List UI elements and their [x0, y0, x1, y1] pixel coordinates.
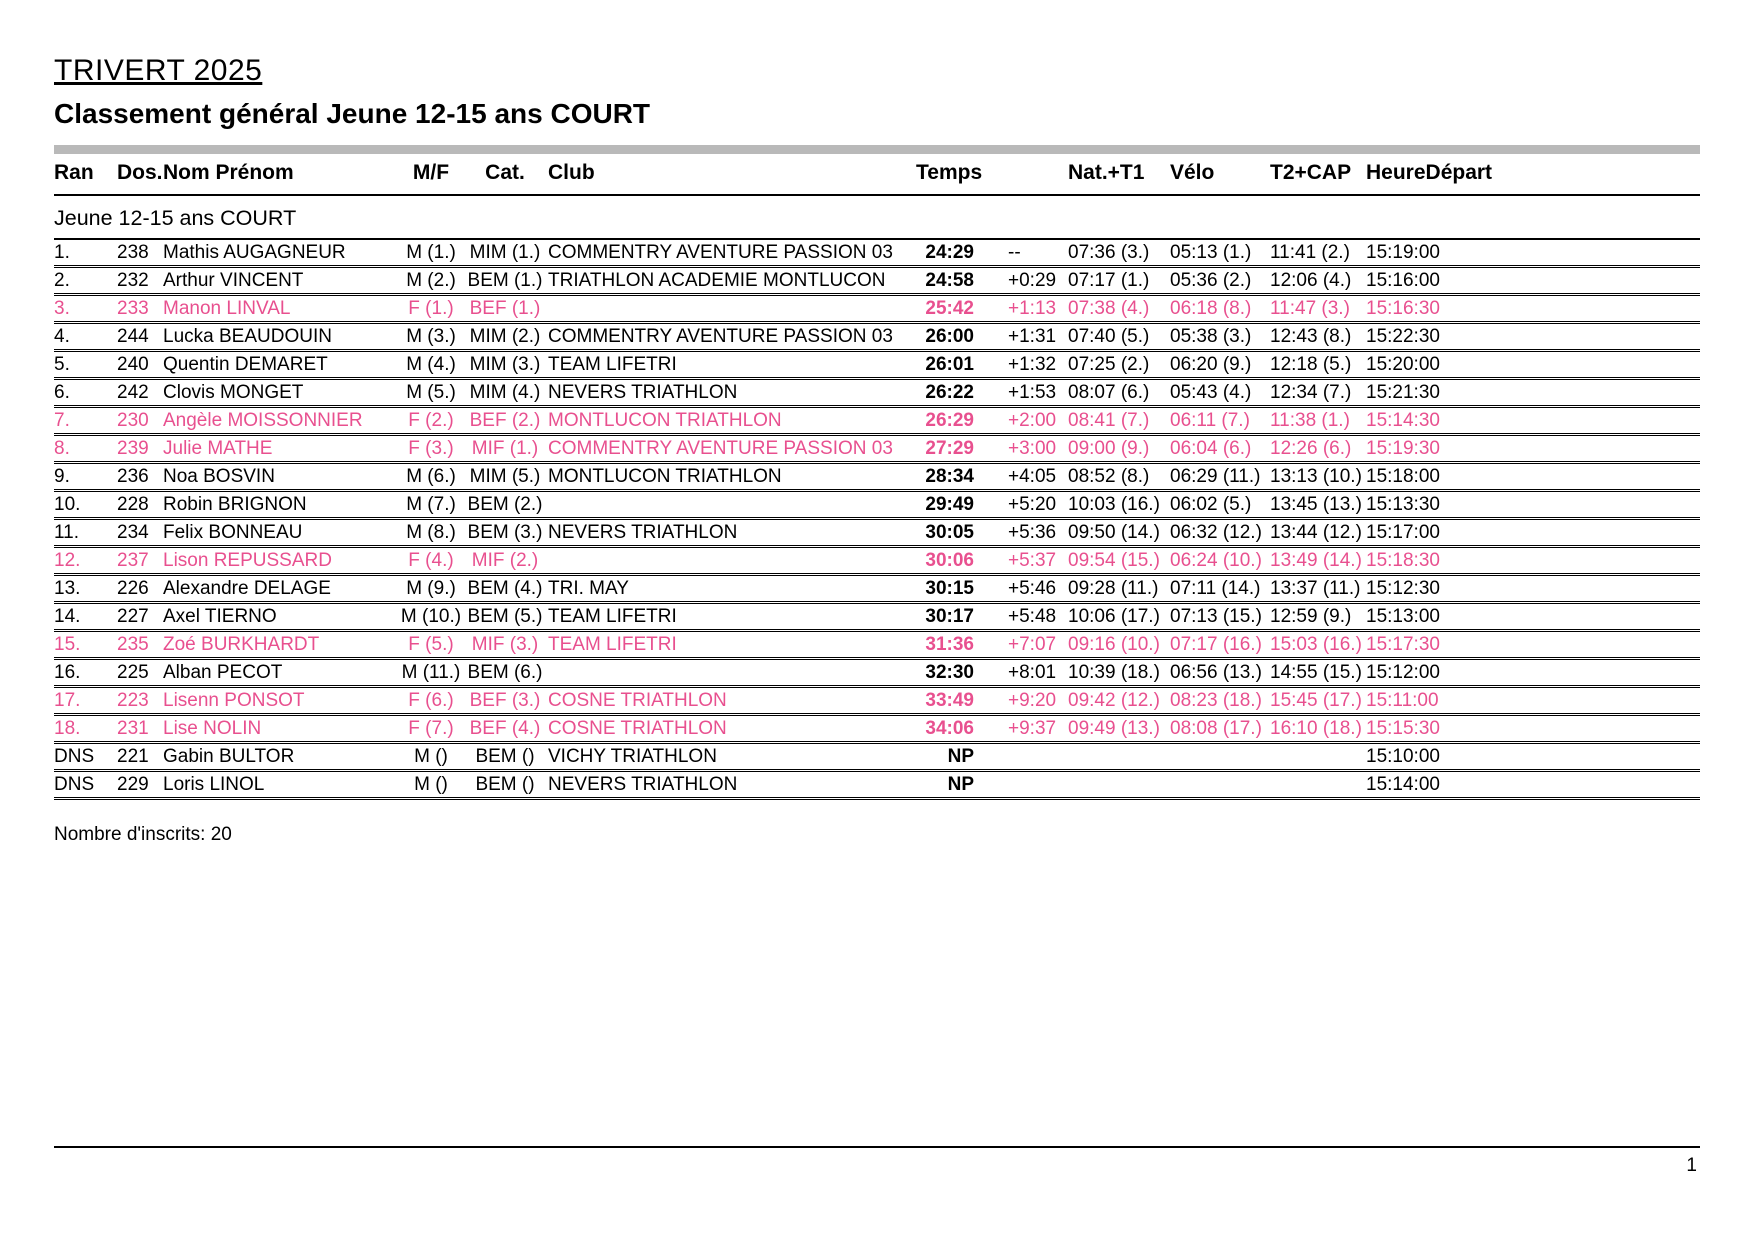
cell-bib: 231 — [117, 718, 149, 739]
cell-swim-t1: 07:25 (2.) — [1068, 354, 1150, 375]
header-category: Cat. — [485, 161, 525, 184]
cell-rank: 17. — [54, 690, 81, 711]
cell-gap: +0:29 — [1008, 270, 1057, 291]
cell-gender: M (11.) — [401, 662, 461, 683]
cell-time: 25:42 — [925, 298, 974, 319]
cell-name: Mathis AUGAGNEUR — [163, 242, 346, 263]
cell-swim-t1: 07:36 (3.) — [1068, 242, 1150, 263]
cell-t2-run: 11:38 (1.) — [1270, 410, 1350, 431]
cell-start-time: 15:13:00 — [1366, 606, 1440, 627]
cell-gap: +1:31 — [1008, 326, 1057, 347]
cell-gender: M () — [414, 746, 448, 767]
cell-start-time: 15:18:30 — [1366, 550, 1440, 571]
cell-swim-t1: 09:00 (9.) — [1068, 438, 1150, 459]
cell-swim-t1: 10:03 (16.) — [1068, 494, 1160, 515]
cell-bib: 244 — [117, 326, 149, 347]
cell-time: 29:49 — [925, 494, 974, 515]
header-bike: Vélo — [1170, 161, 1215, 184]
cell-gender: F (1.) — [408, 298, 454, 319]
cell-rank: 12. — [54, 550, 81, 571]
cell-bib: 228 — [117, 494, 149, 515]
header-bib: Dos. — [117, 161, 163, 184]
cell-time: 30:05 — [925, 522, 974, 543]
cell-club: TRI. MAY — [548, 578, 629, 599]
cell-gender: M (1.) — [406, 242, 456, 263]
cell-bib: 226 — [117, 578, 149, 599]
cell-time: 31:36 — [925, 634, 974, 655]
cell-start-time: 15:22:30 — [1366, 326, 1440, 347]
cell-gap: +1:53 — [1008, 382, 1057, 403]
cell-rank: 6. — [54, 382, 70, 403]
result-row — [54, 464, 1700, 492]
cell-bib: 221 — [117, 746, 149, 767]
cell-bike: 05:13 (1.) — [1170, 242, 1252, 263]
cell-club: NEVERS TRIATHLON — [548, 382, 738, 403]
cell-gap: +5:48 — [1008, 606, 1057, 627]
cell-club: COMMENTRY AVENTURE PASSION 03 — [548, 326, 893, 347]
result-row — [54, 744, 1700, 772]
result-row — [54, 352, 1700, 380]
cell-rank: 7. — [54, 410, 70, 431]
cell-bib: 240 — [117, 354, 149, 375]
result-row — [54, 772, 1700, 800]
cell-bib: 236 — [117, 466, 149, 487]
cell-gender: M (7.) — [406, 494, 456, 515]
page-content — [54, 0, 1700, 846]
cell-bike: 06:56 (13.) — [1170, 662, 1262, 683]
cell-gap: +7:07 — [1008, 634, 1057, 655]
cell-gender: M (8.) — [406, 522, 456, 543]
cell-category: BEM (2.) — [467, 494, 543, 515]
cell-start-time: 15:20:00 — [1366, 354, 1440, 375]
cell-bib: 235 — [117, 634, 149, 655]
cell-t2-run: 15:03 (16.) — [1270, 634, 1362, 655]
cell-club: NEVERS TRIATHLON — [548, 522, 738, 543]
cell-category: BEM () — [475, 774, 535, 795]
cell-category: BEM () — [475, 746, 535, 767]
cell-rank: 3. — [54, 298, 70, 319]
cell-gap: +1:32 — [1008, 354, 1057, 375]
cell-bike: 06:18 (8.) — [1170, 298, 1252, 319]
ranking-title: Classement général Jeune 12-15 ans COURT — [54, 98, 651, 129]
cell-start-time: 15:16:30 — [1366, 298, 1440, 319]
cell-t2-run: 13:45 (13.) — [1270, 494, 1362, 515]
cell-rank: 16. — [54, 662, 81, 683]
cell-swim-t1: 07:40 (5.) — [1068, 326, 1150, 347]
cell-rank: 4. — [54, 326, 70, 347]
cell-t2-run: 13:13 (10.) — [1270, 466, 1362, 487]
cell-t2-run: 16:10 (18.) — [1270, 718, 1362, 739]
cell-rank: 18. — [54, 718, 81, 739]
cell-name: Lucka BEAUDOUIN — [163, 326, 332, 347]
cell-gender: M (10.) — [400, 606, 462, 627]
cell-time: 32:30 — [925, 662, 974, 683]
cell-gap: +5:20 — [1008, 494, 1057, 515]
header-rank: Ran — [54, 161, 94, 184]
cell-swim-t1: 07:38 (4.) — [1068, 298, 1150, 319]
result-row — [54, 408, 1700, 436]
cell-bike: 06:04 (6.) — [1170, 438, 1252, 459]
footer-rule — [54, 1146, 1700, 1148]
cell-start-time: 15:18:00 — [1366, 466, 1440, 487]
cell-bike: 07:13 (15.) — [1170, 606, 1262, 627]
cell-bib: 229 — [117, 774, 149, 795]
cell-category: BEM (1.) — [467, 270, 543, 291]
cell-category: BEM (3.) — [467, 522, 543, 543]
cell-swim-t1: 07:17 (1.) — [1068, 270, 1150, 291]
cell-gap: +4:05 — [1008, 466, 1057, 487]
result-row — [54, 632, 1700, 660]
cell-start-time: 15:14:00 — [1366, 774, 1440, 795]
cell-gender: M (5.) — [406, 382, 456, 403]
cell-category: MIM (2.) — [469, 326, 541, 347]
cell-start-time: 15:16:00 — [1366, 270, 1440, 291]
cell-t2-run: 12:26 (6.) — [1270, 438, 1352, 459]
cell-category: MIM (5.) — [469, 466, 541, 487]
cell-start-time: 15:21:30 — [1366, 382, 1440, 403]
header-club: Club — [548, 161, 595, 184]
cell-bike: 06:20 (9.) — [1170, 354, 1252, 375]
cell-name: Alban PECOT — [163, 662, 283, 683]
result-row — [54, 604, 1700, 632]
result-row — [54, 324, 1700, 352]
cell-time: 30:15 — [925, 578, 974, 599]
cell-category: BEM (6.) — [467, 662, 543, 683]
cell-t2-run: 13:49 (14.) — [1270, 550, 1362, 571]
cell-gap: +1:13 — [1008, 298, 1057, 319]
cell-category: BEF (1.) — [469, 298, 541, 319]
cell-name: Manon LINVAL — [163, 298, 291, 319]
cell-category: BEM (4.) — [467, 578, 543, 599]
cell-t2-run: 13:37 (11.) — [1270, 578, 1361, 599]
cell-rank: 10. — [54, 494, 81, 515]
category-section-label: Jeune 12-15 ans COURT — [54, 196, 1700, 240]
cell-t2-run: 15:45 (17.) — [1270, 690, 1362, 711]
result-row — [54, 576, 1700, 604]
cell-gap: +5:46 — [1008, 578, 1057, 599]
cell-swim-t1: 08:07 (6.) — [1068, 382, 1150, 403]
header-t2-run: T2+CAP — [1270, 161, 1352, 184]
cell-category: MIF (1.) — [471, 438, 539, 459]
cell-start-time: 15:14:30 — [1366, 410, 1440, 431]
cell-bike: 06:32 (12.) — [1170, 522, 1262, 543]
cell-swim-t1: 09:49 (13.) — [1068, 718, 1160, 739]
cell-swim-t1: 09:16 (10.) — [1068, 634, 1160, 655]
cell-club: NEVERS TRIATHLON — [548, 774, 738, 795]
cell-swim-t1: 09:28 (11.) — [1068, 578, 1159, 599]
cell-start-time: 15:12:30 — [1366, 578, 1440, 599]
cell-name: Lison REPUSSARD — [163, 550, 332, 571]
cell-bike: 07:17 (16.) — [1170, 634, 1262, 655]
header-gender: M/F — [412, 161, 450, 184]
result-row — [54, 380, 1700, 408]
cell-category: BEF (3.) — [469, 690, 541, 711]
cell-name: Zoé BURKHARDT — [163, 634, 320, 655]
cell-gender: F (6.) — [408, 690, 454, 711]
cell-name: Angèle MOISSONNIER — [163, 410, 363, 431]
cell-gap: +9:37 — [1008, 718, 1057, 739]
cell-name: Lisenn PONSOT — [163, 690, 305, 711]
cell-category: BEF (2.) — [469, 410, 541, 431]
cell-gap: +5:37 — [1008, 550, 1057, 571]
cell-name: Lise NOLIN — [163, 718, 262, 739]
cell-bike: 08:08 (17.) — [1170, 718, 1262, 739]
result-row — [54, 240, 1700, 268]
cell-rank: 8. — [54, 438, 70, 459]
cell-gap: +9:20 — [1008, 690, 1057, 711]
cell-time: 26:01 — [925, 354, 974, 375]
cell-club: COSNE TRIATHLON — [548, 718, 727, 739]
cell-gender: M (6.) — [406, 466, 456, 487]
cell-rank: 13. — [54, 578, 81, 599]
cell-start-time: 15:19:00 — [1366, 242, 1440, 263]
cell-rank: 2. — [54, 270, 70, 291]
cell-bib: 234 — [117, 522, 149, 543]
cell-name: Felix BONNEAU — [163, 522, 303, 543]
cell-category: BEF (4.) — [469, 718, 541, 739]
cell-club: COMMENTRY AVENTURE PASSION 03 — [548, 438, 893, 459]
header-name: Nom Prénom — [163, 161, 294, 184]
cell-bike: 05:43 (4.) — [1170, 382, 1252, 403]
table-header-row — [54, 154, 1700, 196]
cell-category: MIF (2.) — [471, 550, 539, 571]
cell-t2-run: 12:34 (7.) — [1270, 382, 1352, 403]
result-row — [54, 688, 1700, 716]
cell-club: TEAM LIFETRI — [548, 354, 677, 375]
cell-swim-t1: 10:06 (17.) — [1068, 606, 1160, 627]
cell-t2-run: 11:41 (2.) — [1270, 242, 1350, 263]
cell-bib: 242 — [117, 382, 149, 403]
cell-rank: DNS — [54, 746, 95, 767]
cell-bib: 232 — [117, 270, 149, 291]
divider-bar — [54, 145, 1700, 154]
cell-swim-t1: 08:52 (8.) — [1068, 466, 1150, 487]
result-row — [54, 268, 1700, 296]
cell-name: Loris LINOL — [163, 774, 265, 795]
cell-t2-run: 12:06 (4.) — [1270, 270, 1352, 291]
result-row — [54, 660, 1700, 688]
cell-bib: 227 — [117, 606, 149, 627]
cell-start-time: 15:12:00 — [1366, 662, 1440, 683]
cell-time: NP — [947, 746, 974, 767]
cell-start-time: 15:17:30 — [1366, 634, 1440, 655]
cell-rank: DNS — [54, 774, 95, 795]
cell-bib: 233 — [117, 298, 149, 319]
cell-name: Julie MATHE — [163, 438, 273, 459]
cell-rank: 11. — [54, 522, 80, 543]
cell-bib: 230 — [117, 410, 149, 431]
cell-gender: M (4.) — [406, 354, 456, 375]
results-table-body — [54, 240, 1700, 800]
cell-time: 28:34 — [925, 466, 974, 487]
cell-name: Quentin DEMARET — [163, 354, 328, 375]
cell-bike: 08:23 (18.) — [1170, 690, 1262, 711]
cell-gap: +2:00 — [1008, 410, 1057, 431]
cell-club: COSNE TRIATHLON — [548, 690, 727, 711]
cell-category: BEM (5.) — [467, 606, 543, 627]
cell-rank: 9. — [54, 466, 70, 487]
cell-time: 30:06 — [925, 550, 974, 571]
cell-bib: 239 — [117, 438, 149, 459]
cell-time: 26:22 — [925, 382, 974, 403]
cell-gender: M () — [414, 774, 448, 795]
cell-start-time: 15:11:00 — [1366, 690, 1439, 711]
cell-t2-run: 12:18 (5.) — [1270, 354, 1352, 375]
cell-bike: 06:02 (5.) — [1170, 494, 1252, 515]
cell-t2-run: 12:59 (9.) — [1270, 606, 1352, 627]
cell-t2-run: 12:43 (8.) — [1270, 326, 1352, 347]
cell-gap: +8:01 — [1008, 662, 1057, 683]
cell-bike: 05:38 (3.) — [1170, 326, 1252, 347]
cell-time: 33:49 — [925, 690, 974, 711]
result-row — [54, 436, 1700, 464]
cell-swim-t1: 08:41 (7.) — [1068, 410, 1150, 431]
cell-club: TRIATHLON ACADEMIE MONTLUCON — [548, 270, 886, 291]
cell-category: MIM (3.) — [469, 354, 541, 375]
cell-club: COMMENTRY AVENTURE PASSION 03 — [548, 242, 893, 263]
cell-start-time: 15:10:00 — [1366, 746, 1440, 767]
cell-rank: 1. — [54, 242, 70, 263]
cell-rank: 5. — [54, 354, 70, 375]
cell-time: 26:29 — [925, 410, 974, 431]
cell-bike: 05:36 (2.) — [1170, 270, 1252, 291]
cell-gap: -- — [1008, 242, 1021, 263]
cell-start-time: 15:15:30 — [1366, 718, 1440, 739]
result-row — [54, 296, 1700, 324]
cell-gender: M (3.) — [406, 326, 456, 347]
header-time: Temps — [916, 161, 983, 184]
cell-gender: F (7.) — [408, 718, 454, 739]
cell-club: MONTLUCON TRIATHLON — [548, 410, 782, 431]
cell-club: MONTLUCON TRIATHLON — [548, 466, 782, 487]
cell-name: Gabin BULTOR — [163, 746, 295, 767]
cell-name: Robin BRIGNON — [163, 494, 307, 515]
cell-start-time: 15:17:00 — [1366, 522, 1440, 543]
cell-club: TEAM LIFETRI — [548, 606, 677, 627]
header-start-time: HeureDépart — [1366, 161, 1493, 184]
cell-gender: M (9.) — [406, 578, 456, 599]
result-row — [54, 548, 1700, 576]
cell-swim-t1: 09:50 (14.) — [1068, 522, 1160, 543]
header-swim-t1: Nat.+T1 — [1068, 161, 1145, 184]
cell-t2-run: 11:47 (3.) — [1270, 298, 1350, 319]
cell-bike: 06:11 (7.) — [1170, 410, 1250, 431]
cell-category: MIM (1.) — [469, 242, 541, 263]
entrants-count-note: Nombre d'inscrits: 20 — [54, 824, 232, 845]
cell-bike: 07:11 (14.) — [1170, 578, 1261, 599]
cell-gender: M (2.) — [406, 270, 456, 291]
cell-bib: 237 — [117, 550, 149, 571]
cell-name: Noa BOSVIN — [163, 466, 275, 487]
cell-start-time: 15:13:30 — [1366, 494, 1440, 515]
page-number: 1 — [1686, 1155, 1697, 1176]
cell-gap: +5:36 — [1008, 522, 1057, 543]
result-row — [54, 492, 1700, 520]
cell-time: 26:00 — [925, 326, 974, 347]
cell-t2-run: 13:44 (12.) — [1270, 522, 1362, 543]
cell-name: Clovis MONGET — [163, 382, 304, 403]
cell-category: MIM (4.) — [469, 382, 541, 403]
cell-name: Alexandre DELAGE — [163, 578, 331, 599]
cell-name: Arthur VINCENT — [163, 270, 304, 291]
cell-gender: F (5.) — [408, 634, 454, 655]
cell-start-time: 15:19:30 — [1366, 438, 1440, 459]
cell-gender: F (3.) — [408, 438, 454, 459]
cell-gender: F (4.) — [408, 550, 454, 571]
event-title: TRIVERT 2025 — [54, 54, 263, 87]
cell-time: 30:17 — [925, 606, 974, 627]
cell-gap: +3:00 — [1008, 438, 1057, 459]
result-row — [54, 716, 1700, 744]
cell-bike: 06:24 (10.) — [1170, 550, 1262, 571]
cell-club: VICHY TRIATHLON — [548, 746, 717, 767]
cell-gender: F (2.) — [408, 410, 454, 431]
cell-time: 24:58 — [925, 270, 974, 291]
cell-swim-t1: 10:39 (18.) — [1068, 662, 1160, 683]
cell-club: TEAM LIFETRI — [548, 634, 677, 655]
cell-time: 34:06 — [925, 718, 974, 739]
cell-time: 24:29 — [925, 242, 974, 263]
cell-t2-run: 14:55 (15.) — [1270, 662, 1362, 683]
cell-bike: 06:29 (11.) — [1170, 466, 1261, 487]
cell-bib: 225 — [117, 662, 149, 683]
cell-swim-t1: 09:42 (12.) — [1068, 690, 1160, 711]
result-row — [54, 520, 1700, 548]
cell-bib: 223 — [117, 690, 149, 711]
cell-rank: 14. — [54, 606, 81, 627]
cell-category: MIF (3.) — [471, 634, 539, 655]
cell-swim-t1: 09:54 (15.) — [1068, 550, 1160, 571]
cell-bib: 238 — [117, 242, 149, 263]
cell-time: NP — [947, 774, 974, 795]
cell-time: 27:29 — [925, 438, 974, 459]
cell-name: Axel TIERNO — [163, 606, 277, 627]
cell-rank: 15. — [54, 634, 81, 655]
